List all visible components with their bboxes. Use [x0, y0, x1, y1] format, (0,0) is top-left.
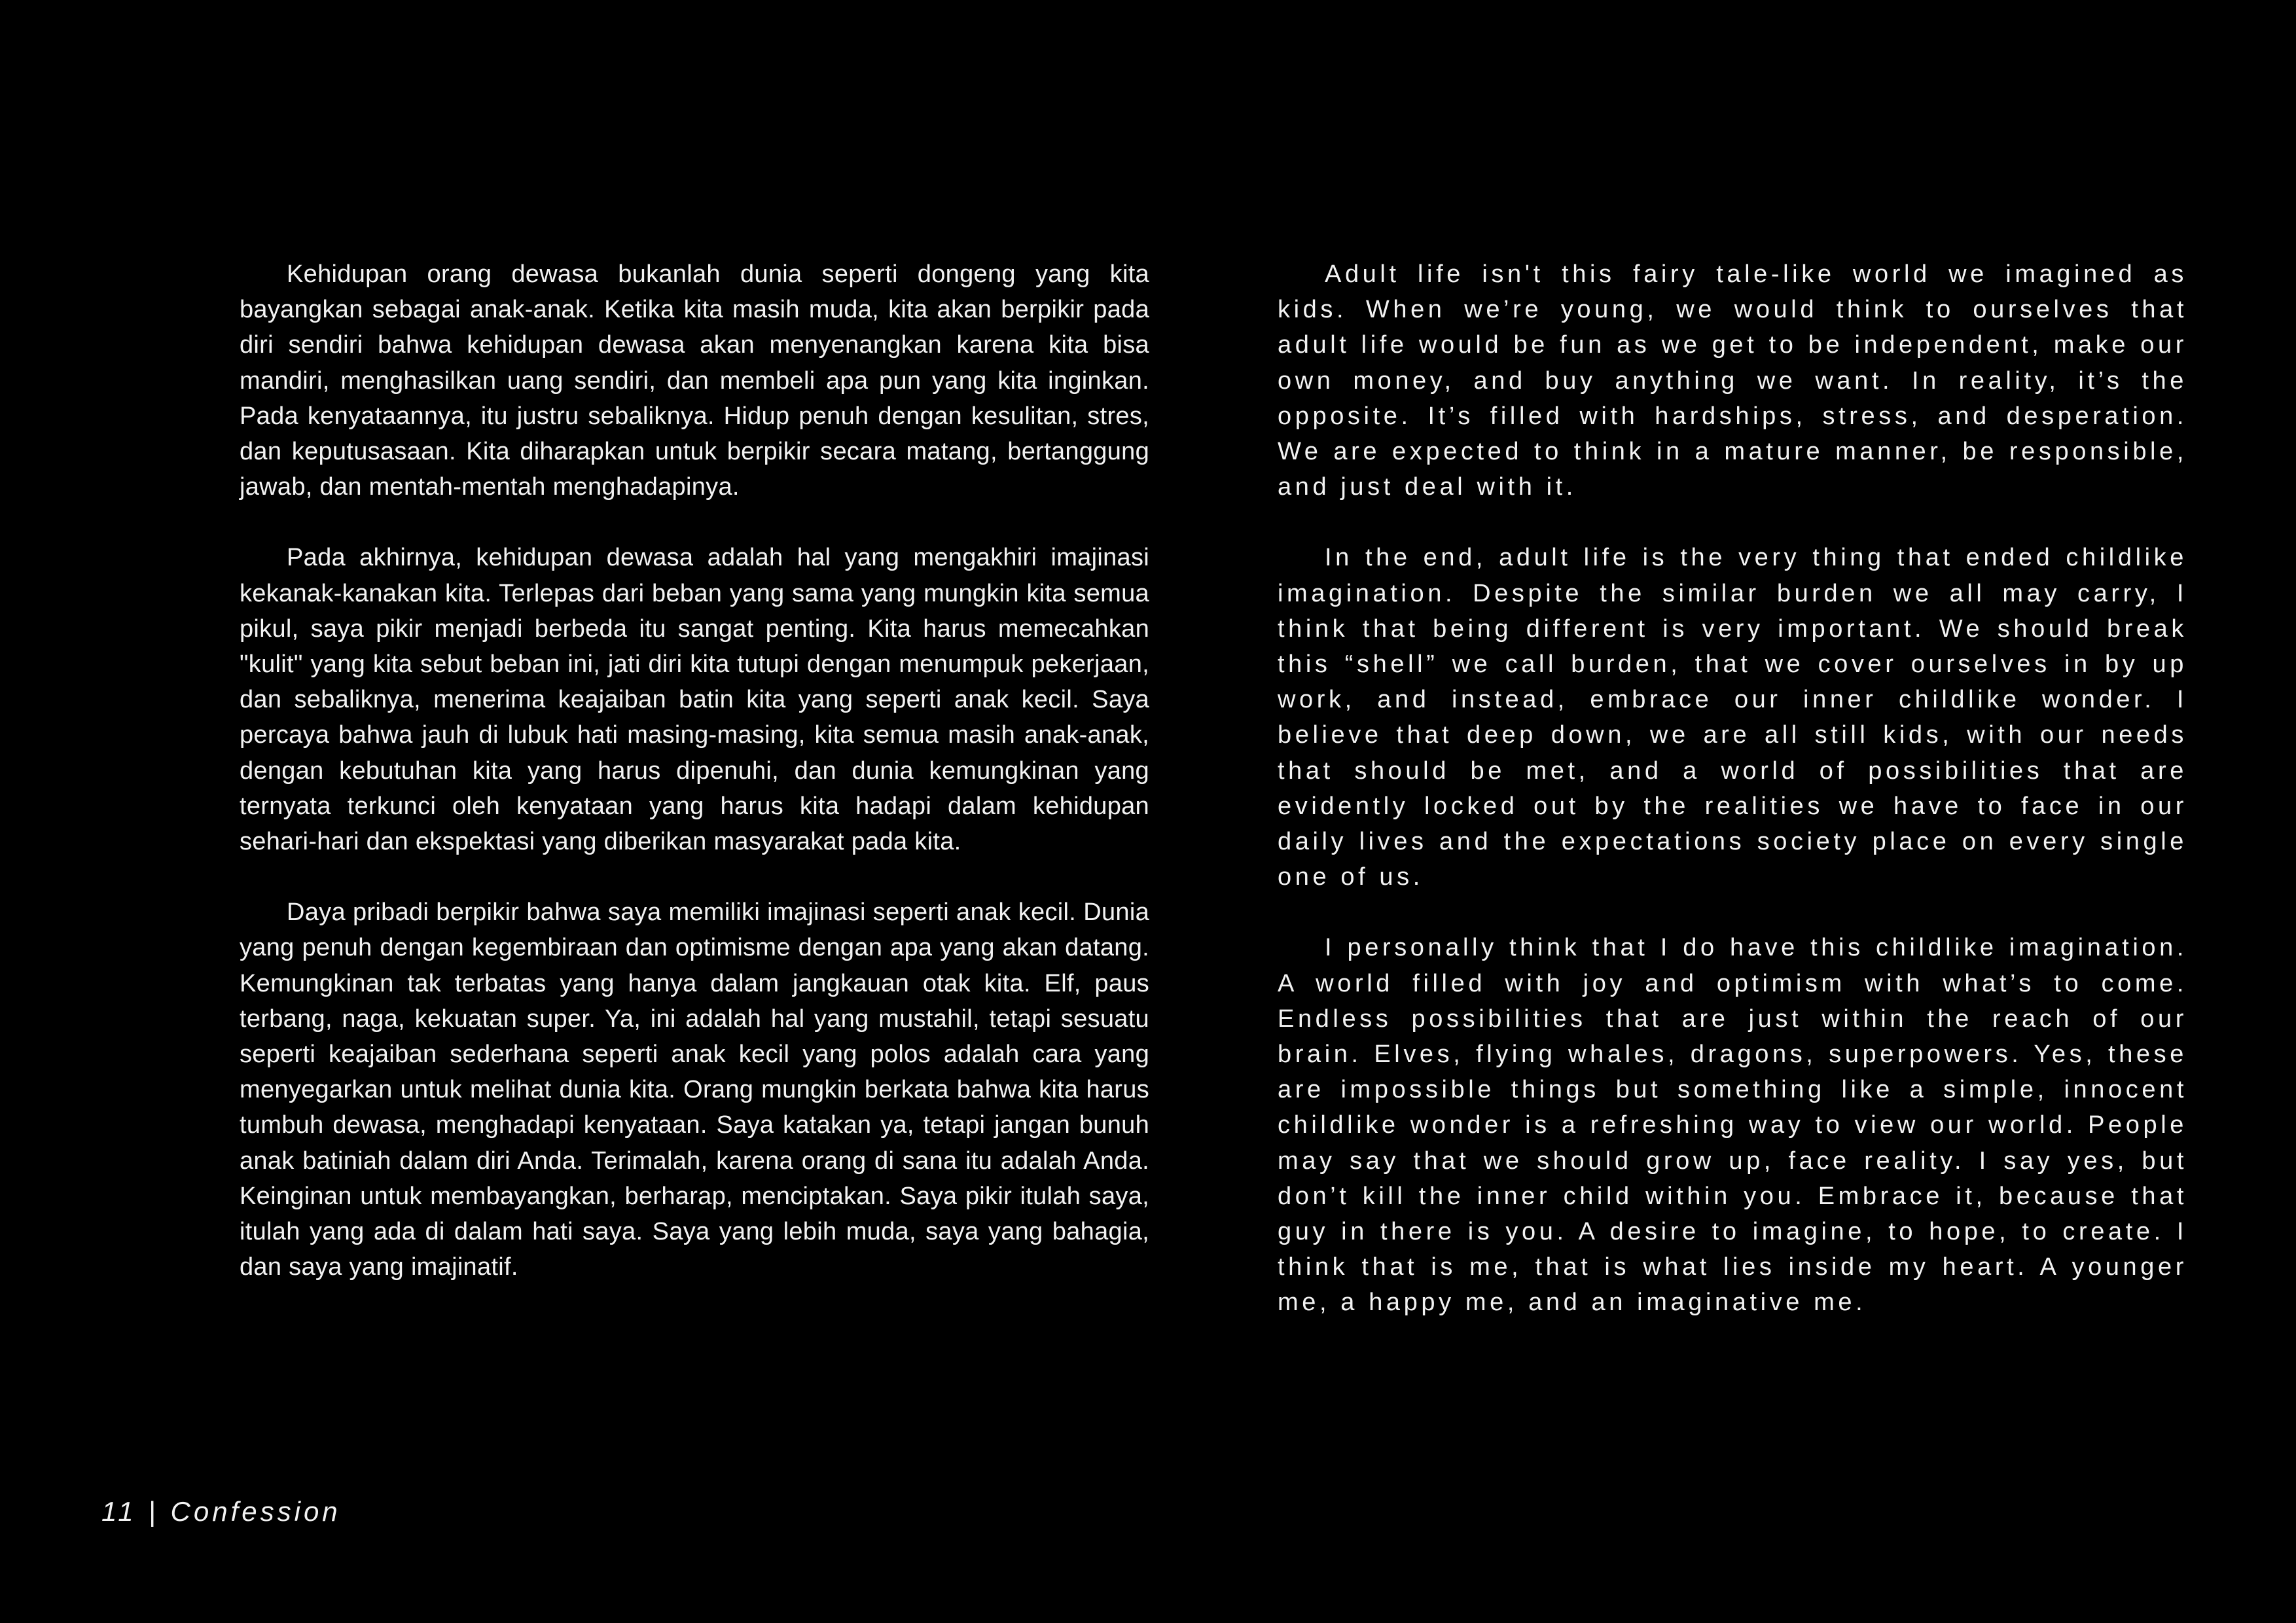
indonesian-paragraph-3: Daya pribadi berpikir bahwa saya memiliki imajinasi seperti anak kecil. Dunia yang penuh dengan kegembiraan dan optimisme dengan apa yang akan datang. Kemungkinan tak terbatas yang hanya dalam jangkauan otak kita. Elf, paus terbang, naga, kekuatan super. Ya, ini adalah hal yang mustahil, tetapi sesuatu seperti keajaiban sederhana seperti anak kecil yang polos adalah cara yang menyegarkan untuk melihat dunia kita. Orang mungkin berkata bahwa kita harus tumbuh dewasa, menghadapi kenyataan. Saya katakan ya, tetapi jangan bunuh anak batiniah dalam diri Anda. Terimalah, karena orang di sana itu adalah Anda. Keinginan untuk membayangkan, berharap, menciptakan. Saya pikir itulah saya, itulah yang ada di dalam hati saya. Saya yang lebih muda, saya yang bahagia, dan saya yang imajinatif.: [240, 899, 1149, 1281]
indonesian-text-column: [240, 257, 1149, 1320]
english-paragraph-3: I personally think that I do have this childlike imagination. A world filled with joy and optimism with what’s to come. Endless possibilities that are just within the reach of our brain. Elves, flying whales, dragons, superpowers. Yes, these are impossible things but something like a simple, innocent childlike wonder is a refreshing way to view our world. People may say that we should grow up, face reality. I say yes, but don’t kill the inner child within you. Embrace it, because that guy in there is you. A desire to imagine, to hope, to create. I think that is me, that is what lies inside my heart. A younger me, a happy me, and an imaginative me.: [1278, 934, 2187, 1317]
indonesian-paragraph-2: Pada akhirnya, kehidupan dewasa adalah hal yang mengakhiri imajinasi kekanak-kanakan kita. Terlepas dari beban yang sama yang mungkin kita semua pikul, saya pikir menjadi berbeda itu sangat penting. Kita harus memecahkan "kulit" yang kita sebut beban ini, jati diri kita tutupi dengan menumpuk pekerjaan, dan sebaliknya, menerima keajaiban batin kita yang seperti anak kecil. Saya percaya bahwa jauh di lubuk hati masing-masing, kita semua masih anak-anak, dengan kebutuhan kita yang harus dipenuhi, dan dunia kemungkinan yang ternyata terkunci oleh kenyataan yang harus kita hadapi dalam kehidupan sehari-hari dan ekspektasi yang diberikan masyarakat pada kita.: [240, 544, 1149, 856]
section-title: Confession: [170, 1496, 341, 1527]
page-footer: [101, 1496, 341, 1527]
footer-separator: |: [148, 1496, 159, 1527]
english-paragraph-2: In the end, adult life is the very thing that ended childlike imagination. Despite the similar burden we all may carry, I think that being different is very important. We should break this “shell” we call burden, that we cover ourselves in by up work, and instead, embrace our inner childlike wonder. I believe that deep down, we are all still kids, with our needs that should be met, and a world of possibilities that are evidently locked out by the realities we have to face in our daily lives and the expectations society place on every single one of us.: [1278, 544, 2187, 891]
page-number: 11: [101, 1496, 137, 1527]
english-text-column: [1278, 257, 2187, 1356]
indonesian-paragraph-1: Kehidupan orang dewasa bukanlah dunia seperti dongeng yang kita bayangkan sebagai anak-anak. Ketika kita masih muda, kita akan berpikir pada diri sendiri bahwa kehidupan dewasa akan menyenangkan karena kita bisa mandiri, menghasilkan uang sendiri, dan membeli apa pun yang kita inginkan. Pada kenyataannya, itu justru sebaliknya. Hidup penuh dengan kesulitan, stres, dan keputusasaan. Kita diharapkan untuk berpikir secara matang, bertanggung jawab, dan mentah-mentah menghadapinya.: [240, 260, 1149, 501]
english-paragraph-1: Adult life isn't this fairy tale-like world we imagined as kids. When we’re young, we would think to ourselves that adult life would be fun as we get to be independent, make our own money, and buy anything we want. In reality, it’s the opposite. It’s filled with hardships, stress, and desperation. We are expected to think in a mature manner, be responsible, and just deal with it.: [1278, 260, 2187, 501]
